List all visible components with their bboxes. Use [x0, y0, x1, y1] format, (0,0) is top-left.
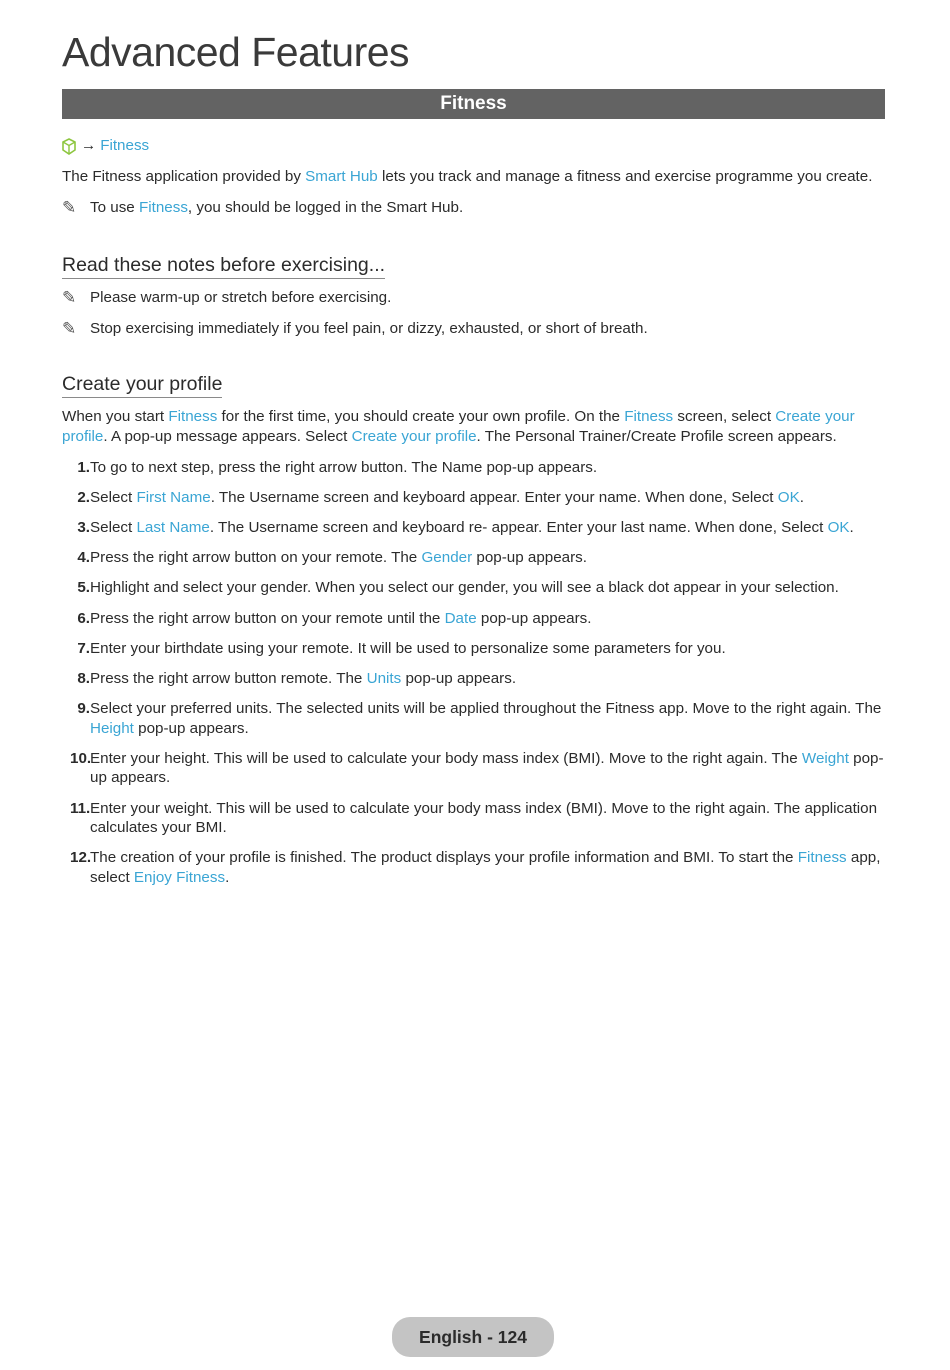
link-gender[interactable]: Gender [421, 549, 473, 567]
link-fitness[interactable]: Fitness [797, 849, 847, 867]
path-link-fitness[interactable]: Fitness [100, 137, 150, 155]
link-ok[interactable]: OK [827, 518, 850, 536]
heading-notes: Read these notes before exercising... [62, 254, 385, 279]
pencil-icon: ✎ [62, 318, 77, 338]
link-fitness[interactable]: Fitness [168, 408, 218, 426]
step-item: 1. To go to next step, press the right arrow button. The Name pop-up appears. [77, 458, 598, 476]
link-smart-hub[interactable]: Smart Hub [305, 168, 378, 185]
section-title-bar: Fitness [62, 89, 885, 119]
step-item: 4. Press the right arrow button on your remote. The Gender pop-up appears. [77, 549, 587, 567]
link-first-name[interactable]: First Name [136, 488, 211, 506]
menu-path [62, 135, 888, 157]
path-arrow: → [81, 137, 97, 155]
smart-hub-icon [62, 138, 76, 155]
note-item: ✎ Please warm-up or stretch before exercising. [62, 288, 392, 308]
pencil-icon: ✎ [62, 288, 77, 308]
link-create-profile[interactable]: Create your profile [62, 408, 855, 445]
link-weight[interactable]: Weight [801, 749, 849, 767]
link-fitness[interactable]: Fitness [138, 198, 188, 216]
step-item: 8. Press the right arrow button remote. The Units pop-up appears. [77, 669, 517, 687]
step-item: 11. Enter your weight. This will be used to calculate your body mass index (BMI). Move to the right again. The application calculates your BMI. [70, 799, 878, 837]
step-item: 3. Select Last Name. The Username screen and keyboard re- appear. Enter your last name. When done, Select OK. [77, 518, 854, 536]
step-item: 9. Select your preferred units. The selected units will be applied throughout the Fitness app. Move to the right again. The Height pop-up appears. [77, 700, 882, 737]
pencil-icon: ✎ [62, 197, 77, 217]
main-content [62, 135, 888, 898]
page-title: Advanced Features [62, 29, 410, 75]
intro-paragraph: The Fitness application provided by Smart Hub lets you track and manage a fitness and exercise programme you create. [62, 168, 873, 185]
link-ok[interactable]: OK [777, 488, 800, 506]
step-item: 5. Highlight and select your gender. When you select our gender, you will see a black dot appear in your selection. [77, 579, 839, 597]
link-last-name[interactable]: Last Name [136, 518, 210, 536]
link-date[interactable]: Date [444, 609, 477, 627]
step-item: 2. Select First Name. The Username screen and keyboard appear. Enter your name. When done, Select OK. [77, 488, 804, 506]
link-fitness[interactable]: Fitness [624, 408, 674, 426]
note-item: ✎ To use Fitness, you should be logged in the Smart Hub. [62, 197, 464, 217]
link-units[interactable]: Units [366, 669, 402, 687]
heading-create-profile: Create your profile [62, 373, 222, 398]
link-enjoy-fitness[interactable]: Enjoy Fitness [133, 869, 226, 886]
step-item: 10. Enter your height. This will be used to calculate your body mass index (BMI). Move to the right again. The Weight pop-up appears. [70, 749, 884, 787]
note-item: ✎ Stop exercising immediately if you feel pain, or dizzy, exhausted, or short of breath. [62, 318, 648, 338]
profile-paragraph: When you start Fitness for the first time, you should create your own profile. On the Fitness screen, select Create your profile. A pop-up message appears. Select Create your profile. The Personal Trainer/Create Profile screen appears. [62, 408, 855, 445]
page-number-badge: English - 124 [392, 1317, 554, 1357]
link-height[interactable]: Height [90, 719, 134, 737]
step-item: 6. Press the right arrow button on your remote until the Date pop-up appears. [77, 609, 592, 627]
link-create-profile[interactable]: Create your profile [351, 427, 477, 445]
step-item: 12. The creation of your profile is finished. The product displays your profile information and BMI. To start the Fitness app, select Enjoy Fitness. [70, 849, 881, 886]
steps-list [62, 458, 888, 888]
step-item: 7. Enter your birthdate using your remote. It will be used to personalize some parameters for you. [77, 639, 726, 657]
